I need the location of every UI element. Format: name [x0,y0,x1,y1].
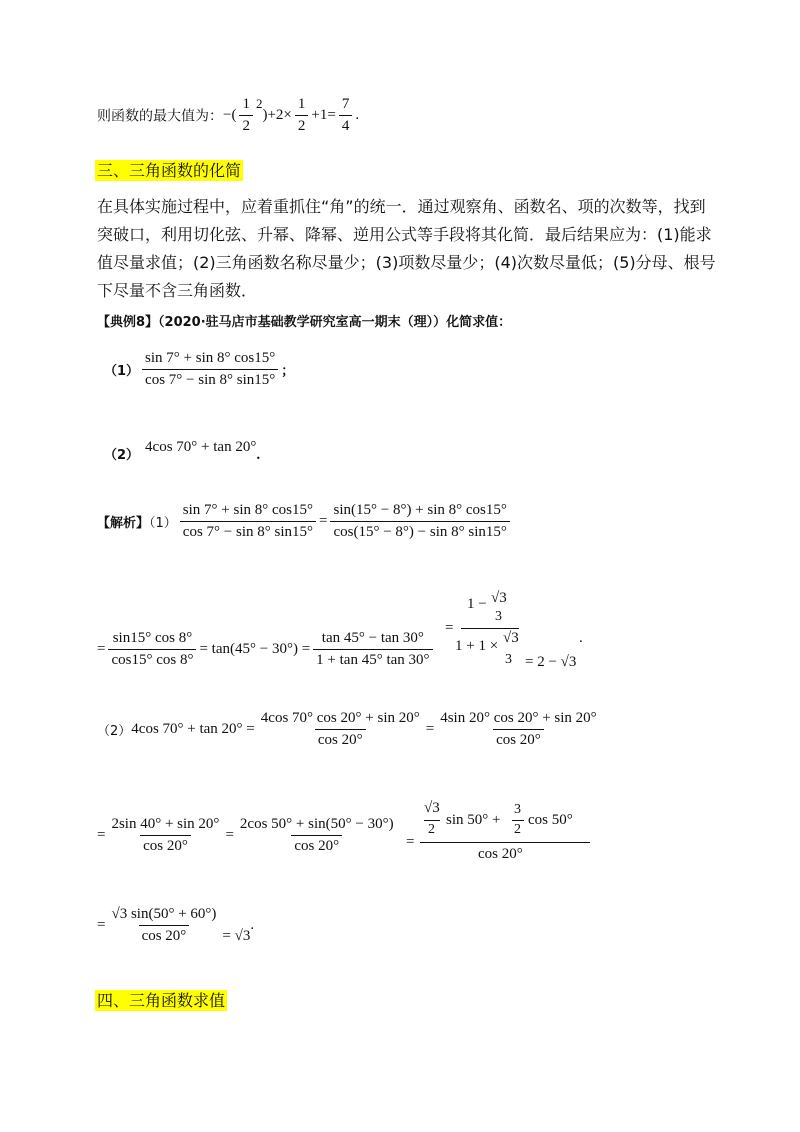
problem-1-fraction: $\frac{\sin 7^\circ + \sin 8^\circ \cos 15^\circ}{\cos 7^\circ - \sin 8^\circ \sin 15^\circ}$ [142,350,278,389]
sol2-fraction-tan: $\frac{\tan 45^\circ - \tan 30^\circ}{1 + \tan 45^\circ \tan 30^\circ}$ [313,630,432,669]
section3-heading: 三、三角函数的化简 [97,161,242,180]
sol1-fraction-b: $\frac{\sin(15^\circ - 8^\circ) + \sin 8^\circ \cos 15^\circ}{\cos(15^\circ - 8^\circ) - \sin 8^\circ \sin 15^\circ}$ [330,502,509,541]
fraction-half-2: $\frac{1}{2}$ [295,96,309,135]
nested-main-bar [461,628,519,629]
sol2-nested-fraction: = 1 − √3 3 1 + 1 × √3 3 [445,590,519,667]
sol4-main-bar [420,842,590,843]
sol3-fraction-b: $\frac{4\sin 20^\circ \cos 20^\circ + \sin 20^\circ}{\cos 20^\circ}$ [440,710,597,748]
sol2-left: = $\frac{\sin 15^\circ \cos 8^\circ}{\cos 15^\circ \cos 8^\circ}$ = tan(45° − 30°) = $\frac{\tan 45^\circ - \tan 30^\circ}{1 + \tan 45^\circ \tan 30^\circ}$ [97,630,436,669]
sol5-fraction: $\frac{√3 \sin(50^\circ + 60^\circ)}{\cos 20^\circ}$ [111,906,217,944]
sol2-fraction-a: $\frac{\sin 15^\circ \cos 8^\circ}{\cos 15^\circ \cos 8^\circ}$ [108,630,196,669]
solution-line-5: = $\frac{√3 \sin(50^\circ + 60^\circ)}{\cos 20^\circ}$ = √3. [97,906,255,944]
solution-tag: 【解析】 [97,516,150,531]
max-value-line: 则函数的最大值为：−( $\frac{1}{2}$ $^2$)+2× $\frac{1}{2}$ +1= $\frac{7}{4}$ . [97,96,360,134]
sol2-result: = 2 − √3 [525,654,577,670]
solution-line-3: （2）4cos 70° + tan 20° = $\frac{4\cos 70^\circ \cos 20^\circ + \sin 20^\circ}{\cos 20^\circ}$ = $\frac{4\sin 20^\circ \cos 20^\circ + \sin 20^\circ}{\cos 20^\circ}$ [97,710,603,749]
sol3-fraction-a: $\frac{4\cos 70^\circ \cos 20^\circ + \sin 20^\circ}{\cos 20^\circ}$ [260,710,420,748]
solution-line-1: 【解析】（1） $\frac{\sin 7^\circ + \sin 8^\circ \cos 15^\circ}{\cos 7^\circ - \sin 8^\circ \sin 15^\circ}$ = $\frac{\sin(15^\circ - 8^\circ) + \sin 8^\circ \cos 15^\circ}{\cos(15^\circ - 8^\circ) - \sin 8^\circ \sin 15^\circ}$ [97,502,513,541]
three-over-2-bar [512,820,524,821]
sqrt3-over-2-bar [424,820,440,821]
sol4-nested-fraction: = √3 2 sin 50° + 3 2 cos 50° cos 20° [406,800,596,870]
section3-paragraph: 在具体实施过程中，应着重抓住“角”的统一．通过观察角、函数名、项的次数等，找到突破口，利用切化弦、升幂、降幂、逆用公式等手段将其化简．最后结果应为：(1)能求值尽量求值；(2)三角函数名称尽量少；(3)项数尽量少；(4)次数尽量低；(5)分母、根号下尽量不含三角函数． [97,197,716,300]
sol1-fraction-a: $\frac{\sin 7^\circ + \sin 8^\circ \cos 15^\circ}{\cos 7^\circ - \sin 8^\circ \sin 15^\circ}$ [180,502,316,541]
section4-heading: 四、三角函数求值 [97,991,226,1010]
example-title: 【典例8】（2020·驻马店市基础教学研究室高一期末（理））化简求值： [97,315,512,330]
sol4-left: = $\frac{2\sin 40^\circ + \sin 20^\circ}{\cos 20^\circ}$ = $\frac{2\cos 50^\circ + \sin(50^\circ - 30^\circ)}{\cos 20^\circ}$ [97,816,400,855]
fraction-seven-fourths: $\frac{7}{4}$ [339,96,353,135]
sol4-fraction-a: $\frac{2\sin 40^\circ + \sin 20^\circ}{\cos 20^\circ}$ [111,816,220,854]
problem-2: $_{(2)}$4cos 70° + tan 20°. [104,439,261,463]
problem-1: （1） $\frac{\sin 7^\circ + \sin 8^\circ \cos 15^\circ}{\cos 7^\circ - \sin 8^\circ \sin 15^\circ}$ ； [104,350,295,388]
max-value-label: 则函数的最大值为： [97,108,223,125]
sol5-result: = √3 [222,928,251,944]
sol4-fraction-b: $\frac{2\cos 50^\circ + \sin(50^\circ - 30^\circ)}{\cos 20^\circ}$ [239,816,394,854]
fraction-half: $\frac{1}{2}$ [239,96,253,135]
